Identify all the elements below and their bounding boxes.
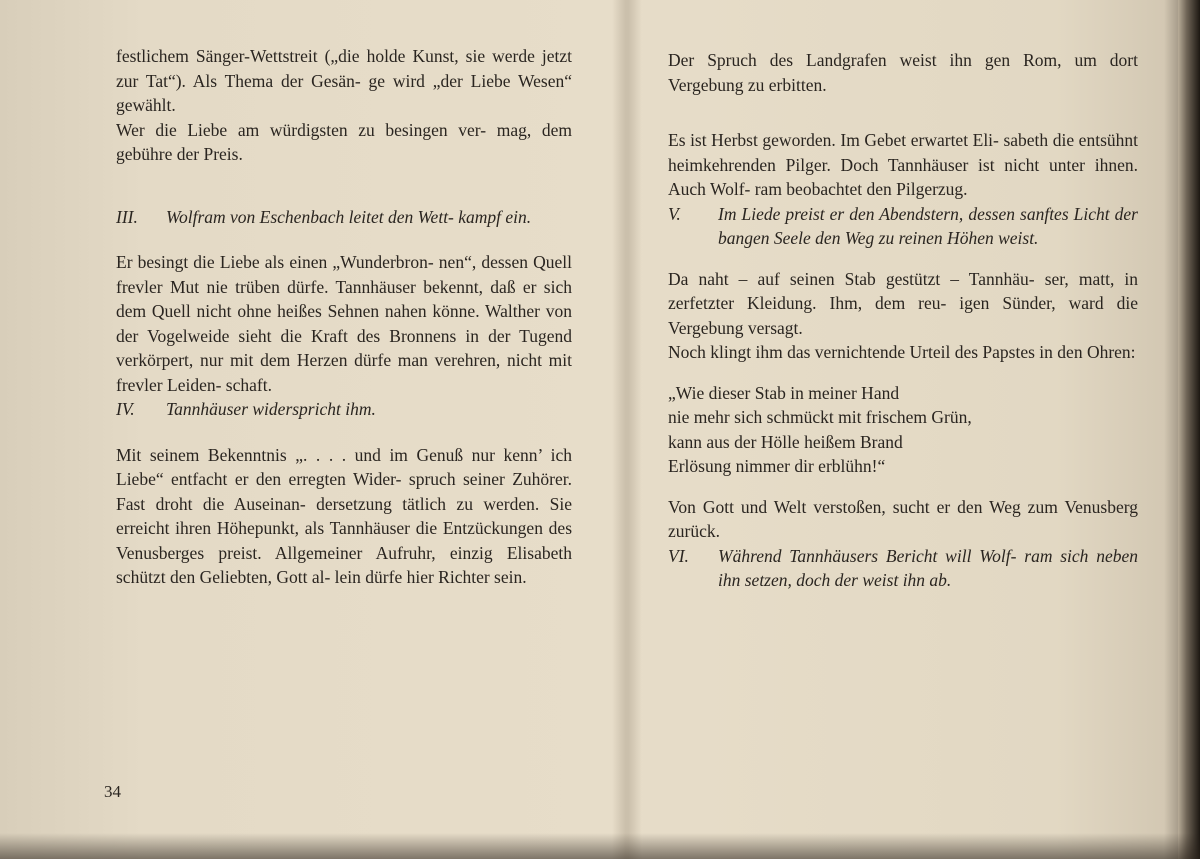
page-number: 34 bbox=[104, 782, 121, 801]
poem-line: „Wie dieser Stab in meiner Hand bbox=[668, 382, 900, 403]
paragraph: Von Gott und Welt verstoßen, sucht er den Weg zum Venusberg zurück. bbox=[668, 496, 1138, 541]
section-title: Im Liede preist er den Abendstern, dessen sanftes Licht der bangen Seele den Weg zu reinen Höhen weist. bbox=[718, 203, 1138, 248]
poem-line: kann aus der Hölle heißem Brand bbox=[668, 431, 903, 452]
page-edge-shadow bbox=[1178, 0, 1200, 859]
section-title: Während Tannhäusers Bericht will Wolf- ram sich neben ihn setzen, doch der weist ihn ab. bbox=[718, 545, 1138, 590]
paragraph: Da naht – auf seinen Stab gestützt – Tannhäu- ser, matt, in zerfetzter Kleidung. Ihm, dem reu- igen Sünder, ward die Vergebung versagt. bbox=[668, 268, 1138, 338]
section-number: IV. bbox=[116, 399, 135, 419]
paragraph: Der Spruch des Landgrafen weist ihn gen Rom, um dort Vergebung zu erbitten. bbox=[668, 50, 1138, 95]
section-heading-vi bbox=[668, 544, 1138, 593]
poem-line: Erlösung nimmer dir erblühn!“ bbox=[668, 456, 886, 476]
book-gutter bbox=[612, 0, 642, 859]
section-heading-iii bbox=[116, 205, 572, 230]
poem-line: nie mehr sich schmückt mit frischem Grün, bbox=[668, 407, 972, 427]
paragraph: Es ist Herbst geworden. Im Gebet erwartet Eli- sabeth die entsühnt heimkehrenden Pilger. Doch Tannhäuser ist nicht unter ihnen. Auch Wolf- ram beobachtet den Pilgerzug. bbox=[668, 130, 1138, 199]
section-number: V. bbox=[668, 203, 681, 224]
section-title: Tannhäuser widerspricht ihm. bbox=[166, 399, 376, 419]
paragraph: Mit seinem Bekenntnis „. . . . und im Genuß nur kenn’ ich Liebe“ entfacht er den erregten Wider- spruch seiner Zuhörer. Fast droht die Auseinan- dersetzung tätlich zu werden. Sie erreicht ihren Höhepunkt, als Tannhäuser die Entzückungen des Venusberges preist. Allgemeiner Aufruhr, einzig Elisabeth schützt den Geliebten, Gott al- lein dürfe hier Richter sein. bbox=[116, 444, 572, 587]
section-heading-v bbox=[668, 202, 1138, 251]
paragraph: Er besingt die Liebe als einen „Wunderbron- nen“, dessen Quell frevler Mut nie trüben dürfe. Tannhäuser bekennt, daß er sich dem Quell nicht ohne heißes Sehnen nahen könne. Walther von der Vogelweide sieht die Kraft des Bronnens in der Tugend verkörpert, nur mit dem Herzen dürfe man verehren, nicht mit frevler Leiden- schaft. bbox=[116, 252, 572, 395]
bottom-edge-shadow bbox=[0, 833, 1200, 859]
paragraph: Noch klingt ihm das vernichtende Urteil des Papstes in den Ohren: bbox=[668, 342, 1136, 362]
section-title: Wolfram von Eschenbach leitet den Wett- kampf ein. bbox=[166, 206, 532, 227]
poem-quote bbox=[668, 381, 1138, 479]
paragraph: Wer die Liebe am würdigsten zu besingen ver- mag, dem gebühre der Preis. bbox=[116, 119, 572, 164]
section-number: VI. bbox=[668, 545, 689, 566]
section-heading-iv bbox=[116, 397, 572, 422]
right-page bbox=[668, 48, 1138, 593]
paragraph: festlichem Sänger-Wettstreit („die holde Kunst, sie werde jetzt zur Tat“). Als Thema der Gesän- ge wird „der Liebe Wesen“ gewählt. bbox=[116, 46, 572, 115]
section-number: III. bbox=[116, 206, 138, 227]
left-page bbox=[116, 44, 572, 590]
